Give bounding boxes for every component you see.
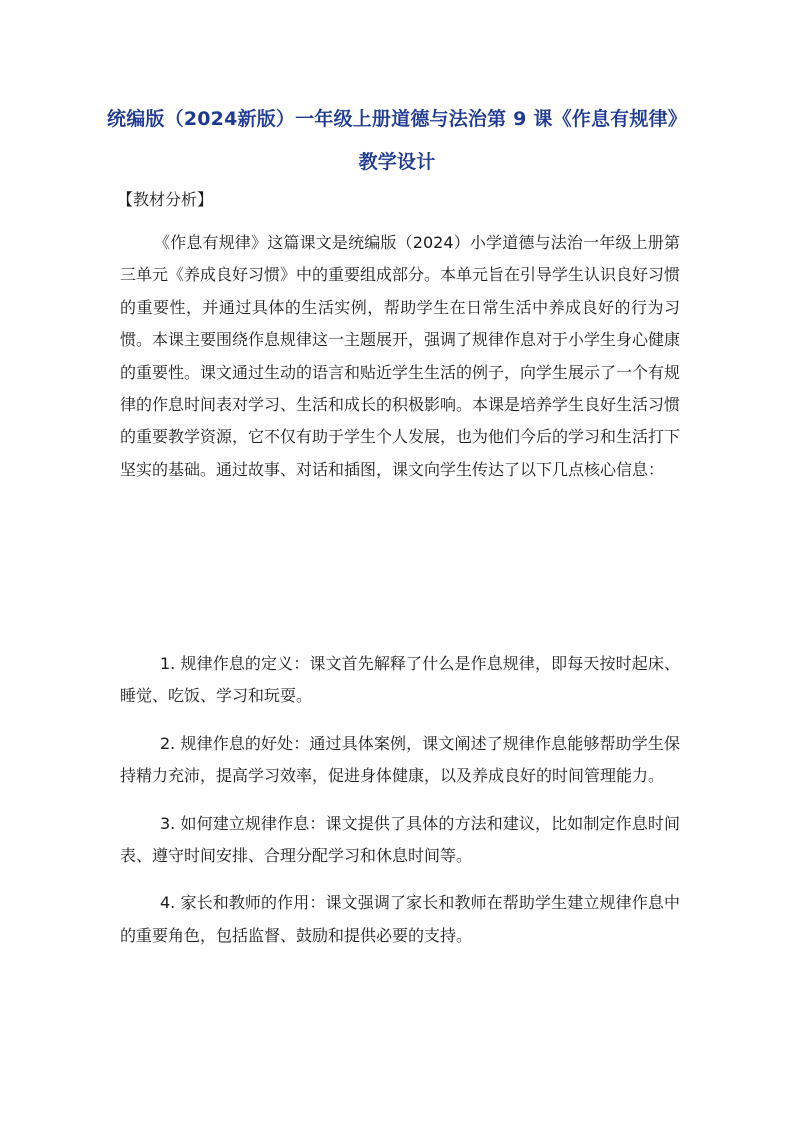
list-item-text: 规律作息的好处：通过具体案例，课文阐述了规律作息能够帮助学生保持精力充沛，提高学习效率，促进身体健康，以及养成良好的时间管理能力。	[120, 733, 680, 786]
list-item-number: 1.	[160, 654, 181, 673]
list-item-number: 4.	[160, 893, 181, 913]
list-item	[120, 808, 680, 873]
document-title-line1: 统编版（2024新版）一年级上册道德与法治第 9 课《作息有规律》	[107, 108, 687, 130]
list-item	[120, 648, 680, 713]
list-item-text: 家长和教师的作用：课文强调了家长和教师在帮助学生建立规律作息中的重要角色，包括监督、鼓励和提供必要的支持。	[120, 893, 680, 945]
document-title-line2: 教学设计	[358, 151, 436, 173]
list-item-number: 2.	[160, 733, 181, 753]
section-heading-material-analysis: 【教材分析】	[117, 190, 214, 209]
intro-paragraph: 《作息有规律》这篇课文是统编版（2024）小学道德与法治一年级上册第三单元《养成良好习惯》中的重要组成部分。本单元旨在引导学生认识良好习惯的重要性，并通过具体的生活实例，帮助学生在日常生活中养成良好的行为习惯。本课主要围绕作息规律这一主题展开，强调了规律作息对于小学生身心健康的重要性。课文通过生动的语言和贴近学生生活的例子，向学生展示了一个有规律的作息时间表对学习、生活和成长的积极影响。本课是培养学生良好生活习惯的重要教学资源，它不仅有助于学生个人发展，也为他们今后的学习和生活打下坚实的基础。通过故事、对话和插图，课文向学生传达了以下几点核心信息：	[120, 233, 681, 479]
list-item	[120, 887, 680, 952]
core-points-list	[120, 648, 680, 967]
list-item	[120, 728, 680, 793]
list-item-text: 如何建立规律作息：课文提供了具体的方法和建议，比如制定作息时间表、遵守时间安排、合理分配学习和休息时间等。	[120, 813, 680, 866]
list-item-number: 3.	[160, 813, 181, 833]
list-item-text: 规律作息的定义：课文首先解释了什么是作息规律，即每天按时起床、睡觉、吃饭、学习和玩耍。	[120, 654, 680, 706]
